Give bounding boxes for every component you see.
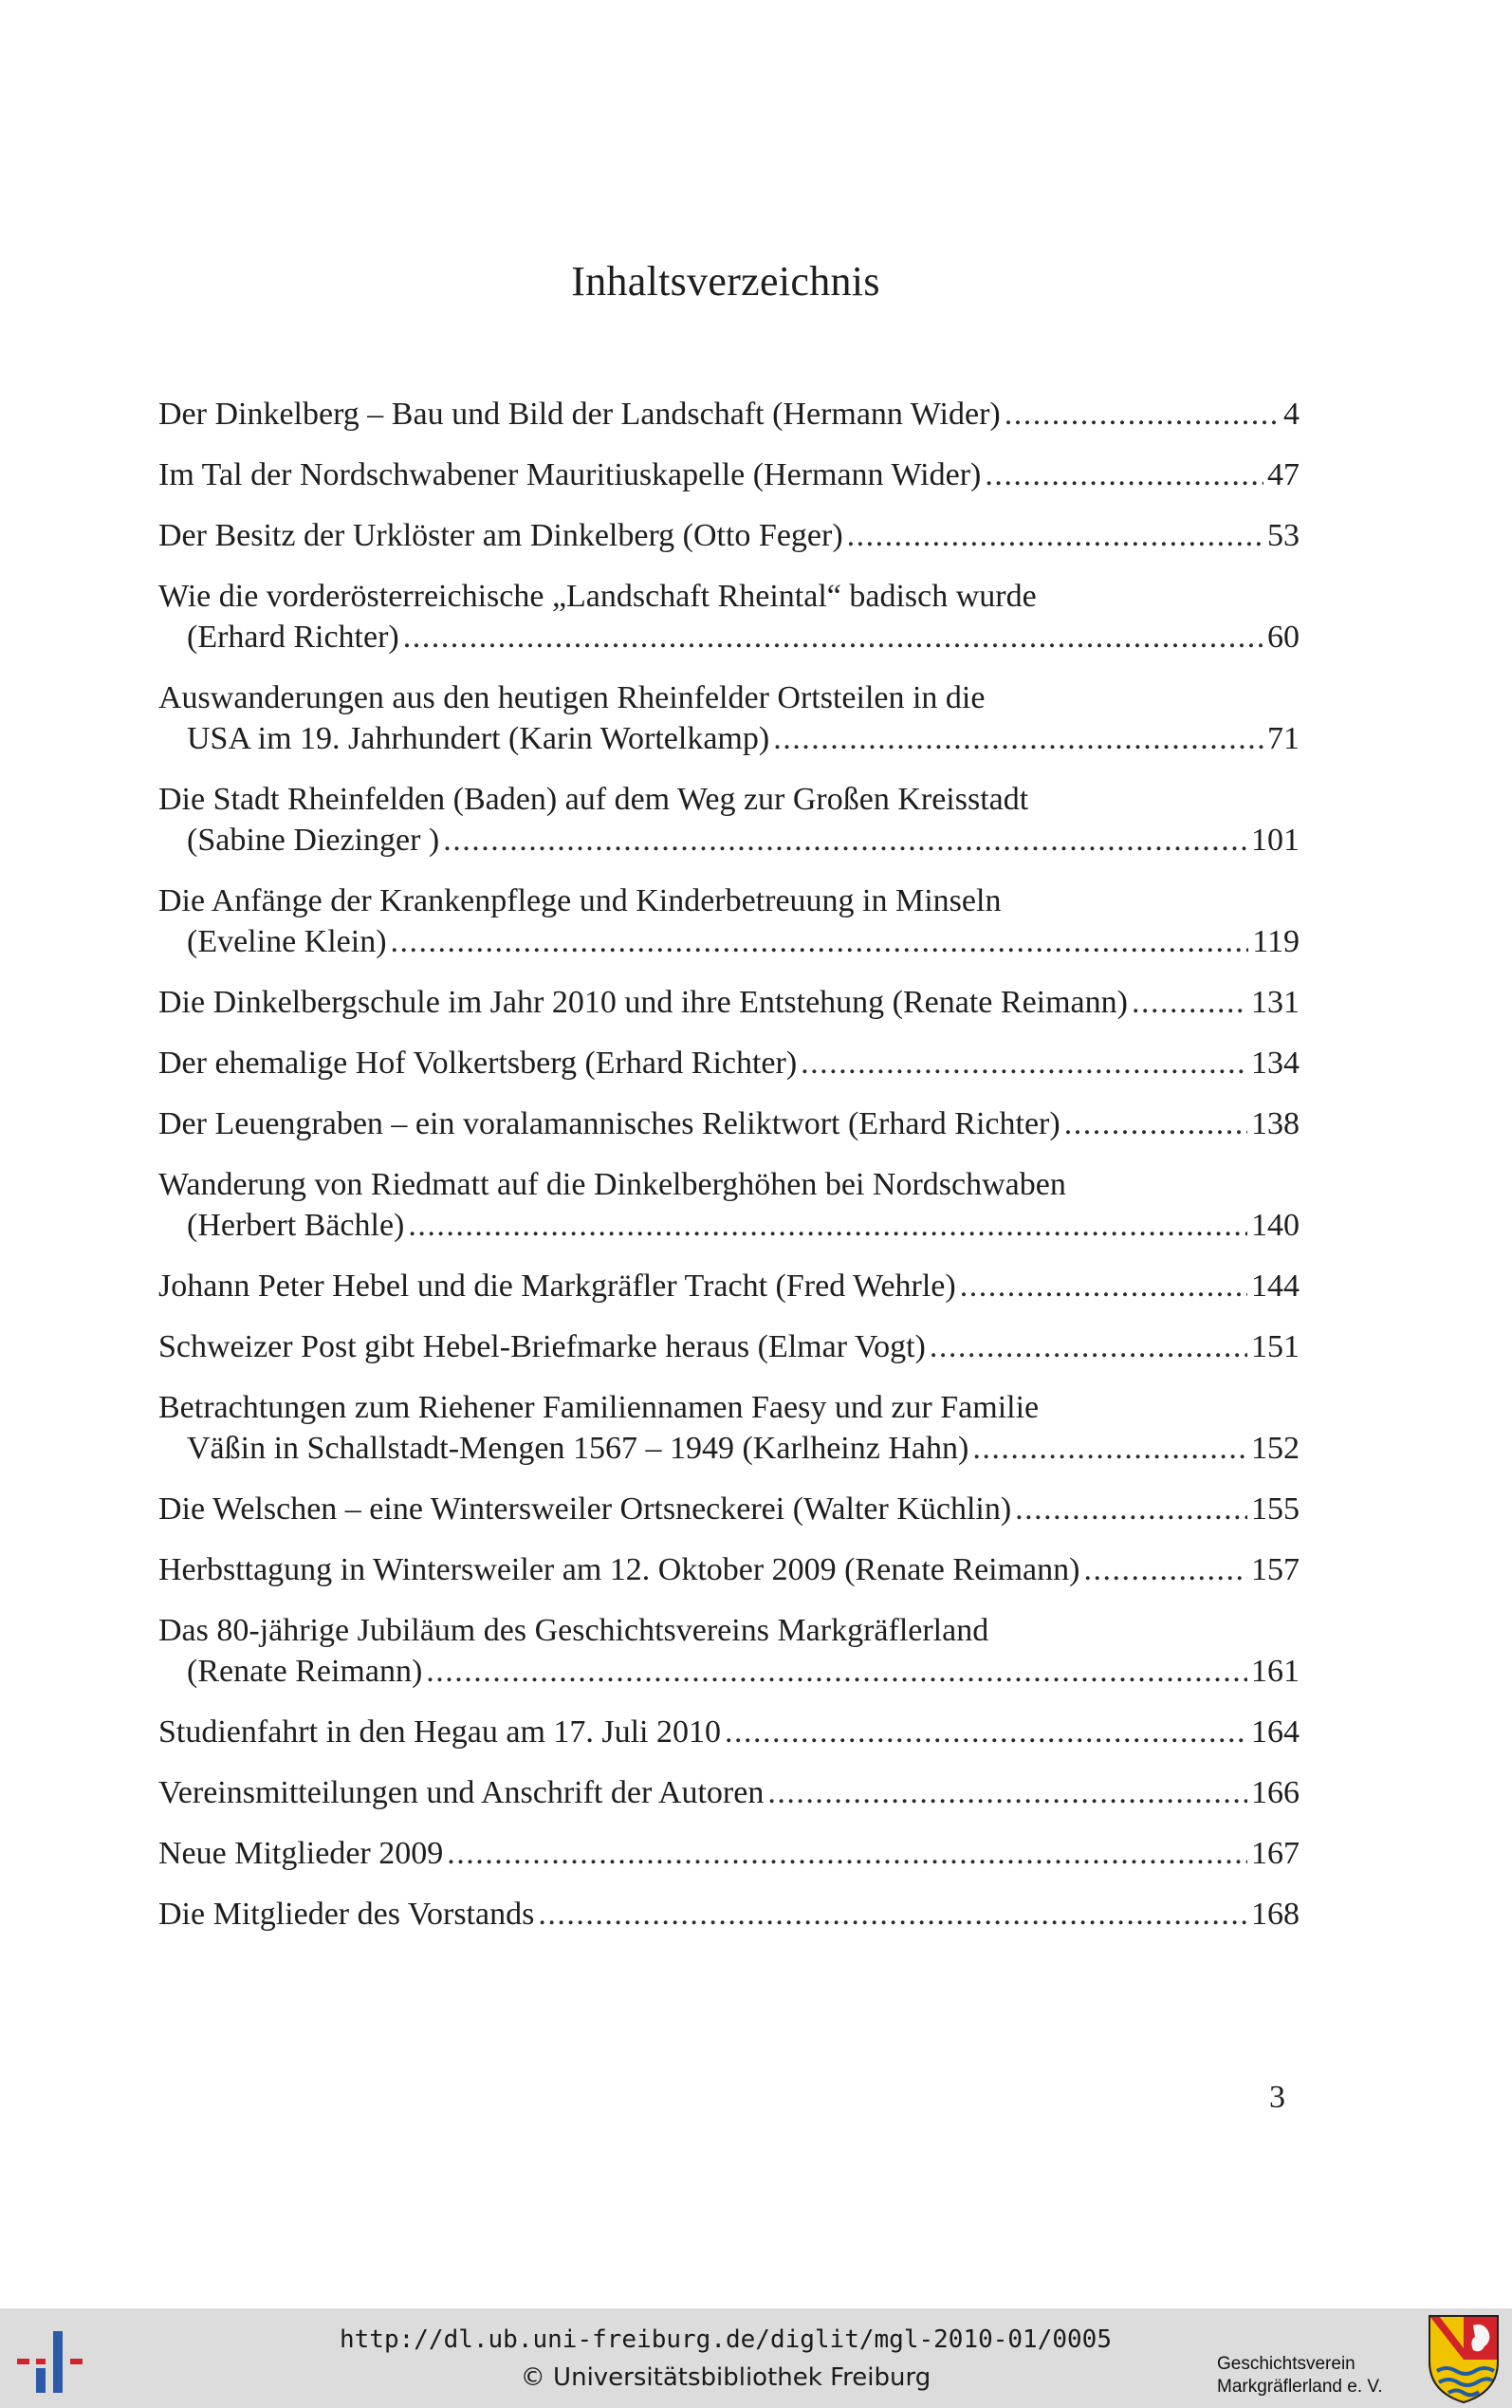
toc-entry-title: Schweizer Post gibt Hebel-Briefmarke heraus (Elmar Vogt) (158, 1329, 926, 1364)
toc-leader-dots (403, 617, 1263, 658)
toc-page-number: 4 (1283, 397, 1300, 432)
toc-entry-title: Die Stadt Rheinfelden (Baden) auf dem Weg zur Großen Kreisstadt (158, 782, 1029, 817)
society-name-line1: Geschichtsverein (1217, 2354, 1355, 2374)
toc-page-number: 119 (1252, 924, 1300, 959)
toc-entry[interactable] (158, 1772, 1300, 1813)
footer-url-link[interactable]: http://dl.ub.uni-freiburg.de/diglit/mgl-2010-01/0005 (340, 2325, 1112, 2354)
toc-page-number: 144 (1251, 1269, 1300, 1304)
toc-page-number: 157 (1251, 1552, 1300, 1587)
toc-entry-line (158, 1164, 1300, 1205)
toc-leader-dots (972, 1428, 1247, 1469)
toc-entry[interactable] (158, 677, 1300, 759)
coat-of-arms-icon (1426, 2312, 1502, 2405)
toc-leader-dots (767, 1772, 1247, 1813)
toc-entry[interactable] (158, 1489, 1300, 1529)
toc-entry-title: Die Dinkelbergschule im Jahr 2010 und ihre Entstehung (Renate Reimann) (158, 985, 1128, 1020)
toc-page-number: 71 (1267, 721, 1300, 756)
toc-entry[interactable] (158, 982, 1300, 1023)
toc-entry-title: (Renate Reimann) (187, 1654, 423, 1689)
toc-page-number: 53 (1267, 518, 1300, 553)
toc-entry-title: Väßin in Schallstadt-Mengen 1567 – 1949 (Karlheinz Hahn) (187, 1431, 969, 1466)
toc-page-number: 60 (1267, 620, 1300, 655)
table-of-contents (158, 394, 1300, 1954)
toc-leader-dots (1083, 1549, 1247, 1590)
toc-entry-line (158, 1428, 1300, 1469)
toc-leader-dots (930, 1326, 1247, 1367)
toc-leader-dots (1064, 1103, 1247, 1144)
toc-entry-line (158, 1205, 1300, 1246)
toc-entry-title: Studienfahrt in den Hegau am 17. Juli 2010 (158, 1714, 722, 1750)
toc-entry-line (158, 617, 1300, 658)
toc-entry-line (158, 1103, 1300, 1144)
toc-entry-title: USA im 19. Jahrhundert (Karin Wortelkamp) (187, 721, 770, 756)
toc-page-number: 131 (1251, 985, 1300, 1020)
toc-entry[interactable] (158, 1549, 1300, 1590)
toc-entry[interactable] (158, 1894, 1300, 1935)
toc-leader-dots (391, 921, 1249, 962)
toc-entry-title: (Sabine Diezinger ) (187, 823, 440, 858)
toc-entry-title: Neue Mitglieder 2009 (158, 1836, 444, 1871)
society-name-line2: Markgräflerland e. V. (1217, 2377, 1383, 2397)
toc-entry-line (158, 880, 1300, 921)
toc-entry-title: Herbsttagung in Wintersweiler am 12. Oktober 2009 (Renate Reimann) (158, 1552, 1080, 1587)
toc-entry-line (158, 1387, 1300, 1428)
toc-entry[interactable] (158, 880, 1300, 962)
toc-entry-title: Betrachtungen zum Riehener Familiennamen Faesy und zur Familie (158, 1390, 1040, 1425)
page-number: 3 (1269, 2080, 1285, 2115)
toc-page-number: 47 (1267, 457, 1300, 492)
toc-page-number: 138 (1251, 1106, 1300, 1141)
toc-entry-line (158, 921, 1300, 962)
toc-entry-line (158, 1549, 1300, 1590)
toc-leader-dots (1132, 982, 1247, 1023)
toc-entry-title: (Eveline Klein) (187, 924, 387, 959)
toc-entry-line (158, 1712, 1300, 1752)
toc-leader-dots (447, 1833, 1247, 1874)
toc-leader-dots (847, 515, 1263, 556)
toc-entry[interactable] (158, 576, 1300, 658)
toc-entry-title: Vereinsmitteilungen und Anschrift der Autoren (158, 1775, 765, 1810)
toc-entry[interactable] (158, 1043, 1300, 1084)
toc-leader-dots (801, 1043, 1247, 1084)
toc-page-number: 152 (1251, 1431, 1300, 1466)
footer-copyright: © Universitätsbibliothek Freiburg (520, 2363, 931, 2392)
toc-page-number: 140 (1251, 1208, 1300, 1243)
toc-leader-dots (960, 1266, 1247, 1306)
toc-entry-line (158, 1772, 1300, 1813)
toc-entry-line (158, 394, 1300, 435)
toc-entry-line (158, 515, 1300, 556)
toc-entry[interactable] (158, 394, 1300, 435)
toc-entry-line (158, 576, 1300, 617)
toc-entry-line (158, 1043, 1300, 1084)
page-title: Inhaltsverzeichnis (571, 258, 880, 306)
toc-entry-line (158, 1894, 1300, 1935)
toc-entry[interactable] (158, 1833, 1300, 1874)
toc-entry-line (158, 677, 1300, 718)
toc-entry-title: Die Welschen – eine Wintersweiler Ortsneckerei (Walter Küchlin) (158, 1491, 1012, 1527)
toc-leader-dots (725, 1712, 1247, 1752)
toc-leader-dots (443, 820, 1247, 861)
toc-page-number: 164 (1251, 1714, 1300, 1750)
toc-leader-dots (985, 454, 1263, 495)
toc-page-number: 161 (1251, 1654, 1300, 1689)
toc-leader-dots (426, 1651, 1247, 1692)
toc-entry[interactable] (158, 779, 1300, 861)
toc-page-number: 101 (1251, 823, 1300, 858)
toc-leader-dots (1005, 394, 1280, 435)
toc-entry-title: Der Leuengraben – ein voralamannisches Reliktwort (Erhard Richter) (158, 1106, 1060, 1141)
toc-entry-title: Wanderung von Riedmatt auf die Dinkelberghöhen bei Nordschwaben (158, 1167, 1066, 1202)
toc-entry[interactable] (158, 1387, 1300, 1469)
toc-entry-title: Der Dinkelberg – Bau und Bild der Landschaft (Hermann Wider) (158, 397, 1001, 432)
toc-entry-title: Johann Peter Hebel und die Markgräfler Tracht (Fred Wehrle) (158, 1269, 956, 1304)
toc-entry[interactable] (158, 1326, 1300, 1367)
toc-entry-title: Das 80-jährige Jubiläum des Geschichtsvereins Markgräflerland (158, 1613, 989, 1648)
toc-entry[interactable] (158, 1712, 1300, 1752)
toc-entry-title: (Erhard Richter) (187, 620, 399, 655)
toc-entry-line (158, 1326, 1300, 1367)
toc-entry-title: Der ehemalige Hof Volkertsberg (Erhard Richter) (158, 1046, 798, 1081)
toc-entry[interactable] (158, 515, 1300, 556)
toc-page-number: 151 (1251, 1329, 1300, 1364)
toc-entry-line (158, 820, 1300, 861)
toc-leader-dots (1015, 1489, 1247, 1529)
toc-entry-title: Im Tal der Nordschwabener Mauritiuskapelle (Hermann Wider) (158, 457, 982, 492)
toc-entry-line (158, 982, 1300, 1023)
toc-leader-dots (773, 718, 1263, 759)
toc-entry-line (158, 1266, 1300, 1306)
toc-entry-title: Die Mitglieder des Vorstands (158, 1897, 535, 1932)
toc-entry-line (158, 1833, 1300, 1874)
toc-entry-line (158, 718, 1300, 759)
toc-entry-title: Der Besitz der Urklöster am Dinkelberg (Otto Feger) (158, 518, 843, 553)
toc-entry-line (158, 779, 1300, 820)
toc-entry[interactable] (158, 1103, 1300, 1144)
toc-page-number: 134 (1251, 1046, 1300, 1081)
toc-leader-dots (408, 1205, 1247, 1246)
toc-leader-dots (538, 1894, 1247, 1935)
toc-entry[interactable] (158, 1164, 1300, 1246)
toc-entry-title: Auswanderungen aus den heutigen Rheinfelder Ortsteilen in die (158, 680, 986, 715)
toc-page-number: 167 (1251, 1836, 1300, 1871)
toc-entry-title: (Herbert Bächle) (187, 1208, 405, 1243)
toc-page-number: 168 (1251, 1897, 1300, 1932)
toc-entry-line (158, 1651, 1300, 1692)
society-name (1217, 2353, 1383, 2399)
footer-bar (0, 2308, 1512, 2408)
toc-entry-line (158, 1489, 1300, 1529)
toc-entry-title: Die Anfänge der Krankenpflege und Kinderbetreuung in Minseln (158, 883, 1002, 918)
toc-page-number: 166 (1251, 1775, 1300, 1810)
toc-entry-title: Wie die vorderösterreichische „Landschaft Rheintal“ badisch wurde (158, 579, 1037, 614)
toc-entry-line (158, 454, 1300, 495)
toc-entry[interactable] (158, 1610, 1300, 1692)
toc-entry[interactable] (158, 1266, 1300, 1306)
toc-entry[interactable] (158, 454, 1300, 495)
toc-entry-line (158, 1610, 1300, 1651)
toc-page-number: 155 (1251, 1491, 1300, 1527)
